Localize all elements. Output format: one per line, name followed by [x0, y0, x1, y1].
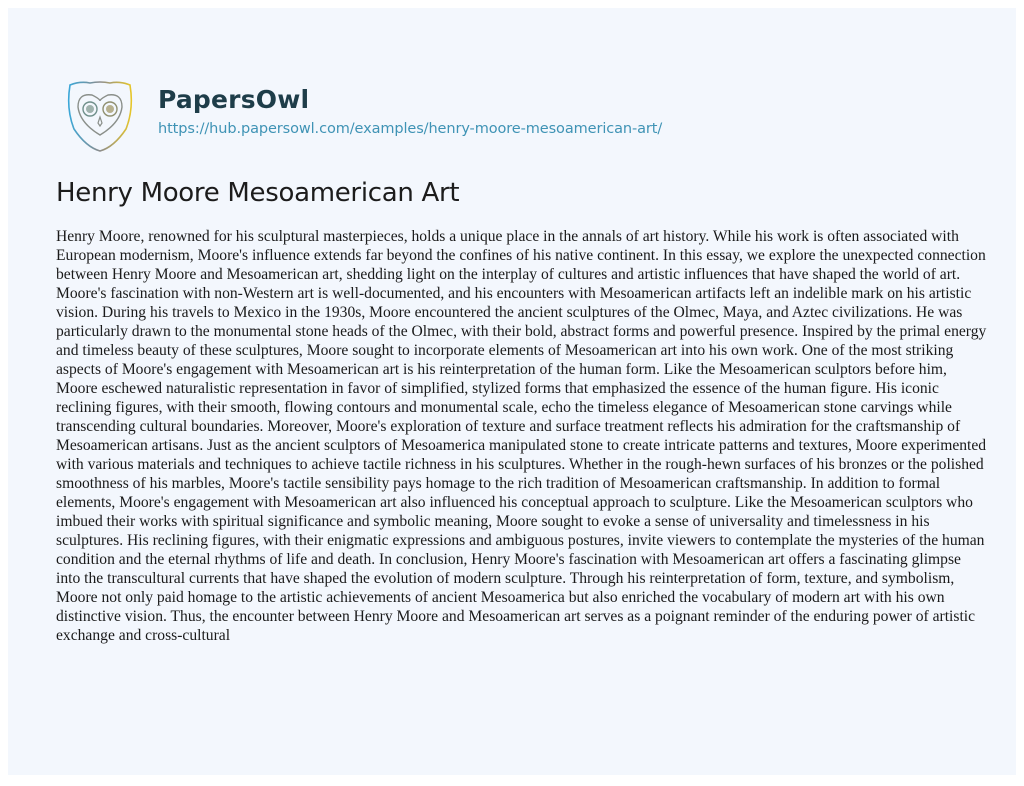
- document-body: Henry Moore, renowned for his sculptural masterpieces, holds a unique place in the annals of art history. While his work is often associated with European modernism, Moore's influence extends far beyond the confines of his native continent. In this essay, we explore the unexpected connection between Henry Moore and Mesoamerican art, shedding light on the interplay of cultures and artistic influences that have shaped the world of art. Moore's fascination with non-Western art is well-documented, and his encounters with Mesoamerican artifacts left an indelible mark on his artistic vision. During his travels to Mexico in the 1930s, Moore encountered the ancient sculptures of the Olmec, Maya, and Aztec civilizations. He was particularly drawn to the monumental stone heads of the Olmec, with their bold, abstract forms and powerful presence. Inspired by the primal energy and timeless beauty of these sculptures, Moore sought to incorporate elements of Mesoamerican art into his own work. One of the most striking aspects of Moore's engagement with Mesoamerican art is his reinterpretation of the human form. Like the Mesoamerican sculptors before him, Moore eschewed naturalistic representation in favor of simplified, stylized forms that emphasized the essence of the human figure. His iconic reclining figures, with their smooth, flowing contours and monumental scale, echo the timeless elegance of Mesoamerican stone carvings while transcending cultural boundaries. Moreover, Moore's exploration of texture and surface treatment reflects his admiration for the craftsmanship of Mesoamerican artisans. Just as the ancient sculptors of Mesoamerica manipulated stone to create intricate patterns and textures, Moore experimented with various materials and techniques to achieve tactile richness in his sculptures. Whether in the rough-hewn surfaces of his bronzes or the polished smoothness of his marbles, Moore's tactile sensibility pays homage to the rich tradition of Mesoamerican craftsmanship. In addition to formal elements, Moore's engagement with Mesoamerican art also influenced his conceptual approach to sculpture. Like the Mesoamerican sculptors who imbued their works with spiritual significance and symbolic meaning, Moore sought to evoke a sense of universality and timelessness in his sculptures. His reclining figures, with their enigmatic expressions and ambiguous postures, invite viewers to contemplate the mysteries of the human condition and the eternal rhythms of life and death. In conclusion, Henry Moore's fascination with Mesoamerican art offers a fascinating glimpse into the transcultural currents that have shaped the evolution of modern sculpture. Through his reinterpretation of form, texture, and symbolism, Moore not only paid homage to the artistic achievements of ancient Mesoamerica but also enriched the vocabulary of modern art with his own distinctive vision. Thus, the encounter between Henry Moore and Mesoamerican art serves as a poignant reminder of the enduring power of artistic exchange and cross-cultural: [56, 228, 987, 644]
- owl-logo-icon: [56, 69, 144, 157]
- page-panel: [8, 8, 1016, 775]
- brand-name: PapersOwl: [158, 85, 310, 114]
- source-url-link[interactable]: https://hub.papersowl.com/examples/henry-moore-mesoamerican-art/: [158, 121, 663, 137]
- document-title: Henry Moore Mesoamerican Art: [56, 178, 460, 208]
- brand-header: [56, 68, 662, 158]
